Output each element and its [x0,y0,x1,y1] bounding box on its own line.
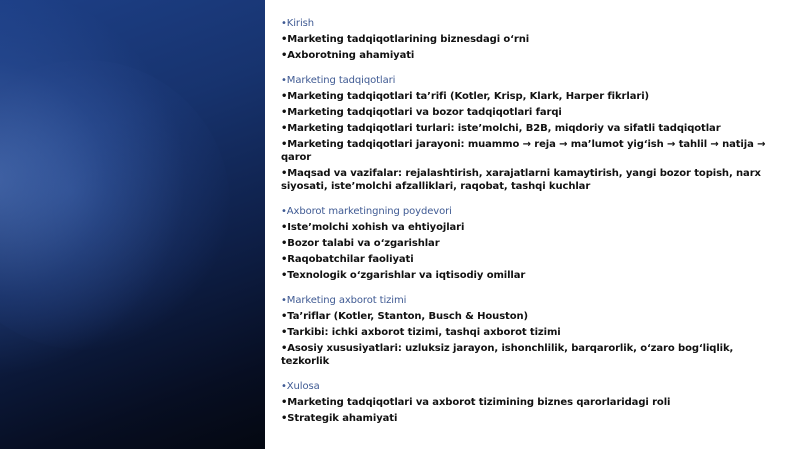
section-axborot-poydevori [281,205,781,282]
section-heading: •Xulosa [281,381,320,392]
bullet-item: •Iste’molchi xohish va ehtiyojlari [281,222,465,233]
section-heading: •Axborot marketingning poydevori [281,206,452,217]
section-axborot-tizimi [281,294,781,368]
bullet-item: •Bozor talabi va o‘zgarishlar [281,238,440,249]
bullet-item: •Marketing tadqiqotlari jarayoni: muammo → reja → ma’lumot yig‘ish → tahlil → natija → qaror [281,139,766,163]
section-heading: •Marketing tadqiqotlari [281,75,396,86]
section-xulosa [281,380,781,425]
bullet-item: •Marketing tadqiqotlari va axborot tizimining biznes qarorlaridagi roli [281,397,671,408]
section-marketing-tadqiqotlari [281,74,781,193]
bullet-item: •Raqobatchilar faoliyati [281,254,414,265]
bullet-item: •Asosiy xususiyatlari: uzluksiz jarayon, ishonchlilik, barqarorlik, o‘zaro bog‘liqlik, tezkorlik [281,343,734,367]
bullet-item: •Maqsad va vazifalar: rejalashtirish, xarajatlarni kamaytirish, yangi bozor topish, narx siyosati, iste’molchi afzalliklari, raqobat, tashqi kuchlar [281,168,761,192]
bullet-item: •Tarkibi: ichki axborot tizimi, tashqi axborot tizimi [281,327,561,338]
bullet-item: •Marketing tadqiqotlari turlari: iste’molchi, B2B, miqdoriy va sifatli tadqiqotlar [281,123,721,134]
bullet-item: •Axborotning ahamiyati [281,50,415,61]
slide-outline [281,17,781,437]
bullet-item: •Marketing tadqiqotlari ta’rifi (Kotler, Krisp, Klark, Harper fikrlari) [281,91,649,102]
decorative-side-panel [0,0,265,449]
section-heading: •Marketing axborot tizimi [281,295,407,306]
section-heading: •Kirish [281,18,314,29]
bullet-item: •Marketing tadqiqotlari va bozor tadqiqotlari farqi [281,107,562,118]
bullet-item: •Texnologik o‘zgarishlar va iqtisodiy omillar [281,270,526,281]
bullet-item: •Ta’riflar (Kotler, Stanton, Busch & Houston) [281,311,528,322]
section-kirish [281,17,781,62]
bullet-item: •Marketing tadqiqotlarining biznesdagi o‘rni [281,34,530,45]
decorative-glow [0,60,230,350]
bullet-item: •Strategik ahamiyati [281,413,398,424]
